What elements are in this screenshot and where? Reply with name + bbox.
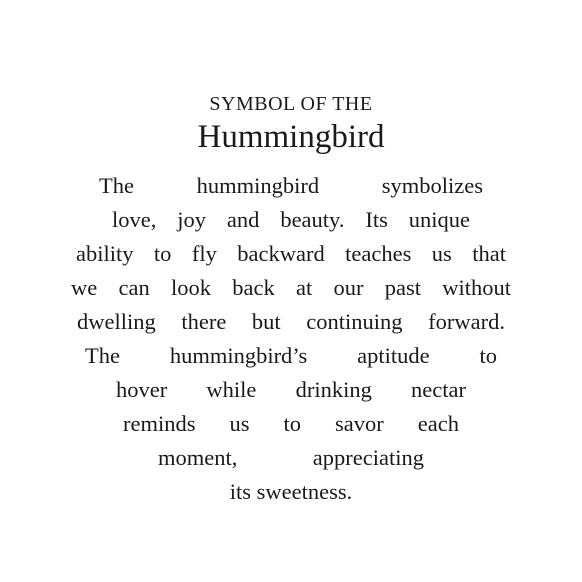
paragraph-line: The hummingbird symbolizes [99, 173, 483, 198]
paragraph-line: The hummingbird’s aptitude to [85, 343, 497, 368]
page-title: Hummingbird [197, 119, 385, 155]
paragraph-line: hover while drinking nectar [116, 377, 466, 402]
paragraph-line: dwelling there but continuing forward. [77, 309, 505, 334]
paragraph-line: ability to fly backward teaches us that [76, 241, 506, 266]
overline-heading: SYMBOL OF THE [209, 93, 373, 115]
description-paragraph [60, 169, 522, 509]
paragraph-line-last: its sweetness. [229, 479, 353, 504]
paragraph-line: reminds us to savor each [123, 411, 459, 436]
paragraph-line: we can look back at our past without [71, 275, 511, 300]
paragraph-line: moment, appreciating [158, 445, 424, 470]
paragraph-line: love, joy and beauty. Its unique [112, 207, 470, 232]
